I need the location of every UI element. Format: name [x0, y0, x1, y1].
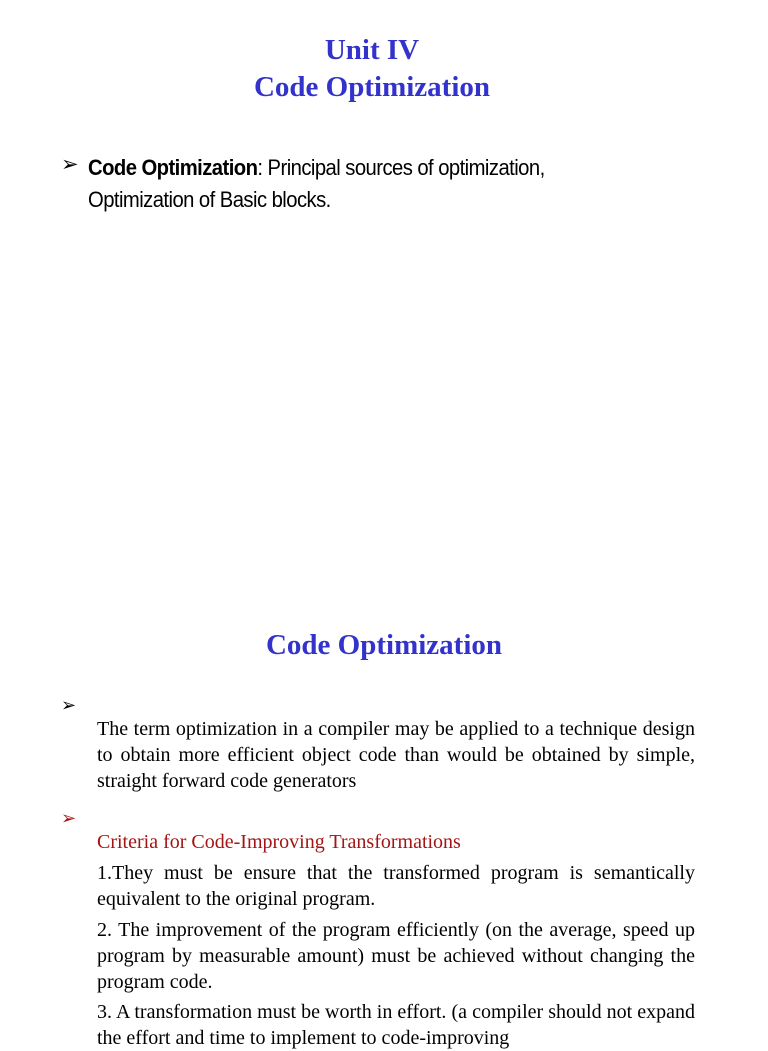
- arrowhead-bullet-icon: ➢: [61, 152, 79, 176]
- syllabus-description: : Principal sources of optimization, Optimization of Basic blocks.: [88, 155, 545, 212]
- unit-topic: Code Optimization: [253, 71, 491, 103]
- syllabus-term: Code Optimization: [88, 155, 258, 180]
- arrowhead-bullet-icon: ➢: [61, 808, 77, 829]
- intro-paragraph: The term optimization in a compiler may be applied to a technique design to obtain more efficient object code than would be obtained by simple, straight forward code generators: [97, 718, 695, 792]
- criteria-item: 2. The improvement of the program efficiently (on the average, speed up program by measurable amount) must be achieved without changing the program code.: [97, 919, 695, 993]
- arrowhead-bullet-icon: ➢: [61, 695, 77, 716]
- unit-title: Unit IV: [324, 34, 420, 66]
- criteria-item: 3. A transformation must be worth in effort. (a compiler should not expand the effort and time to implement to code-improving: [97, 1001, 695, 1049]
- section-title: Code Optimization: [265, 629, 503, 661]
- syllabus-item: [88, 152, 640, 216]
- criteria-heading: Criteria for Code-Improving Transformations: [97, 831, 461, 853]
- criteria-item: 1.They must be ensure that the transformed program is semantically equivalent to the original program.: [97, 862, 695, 910]
